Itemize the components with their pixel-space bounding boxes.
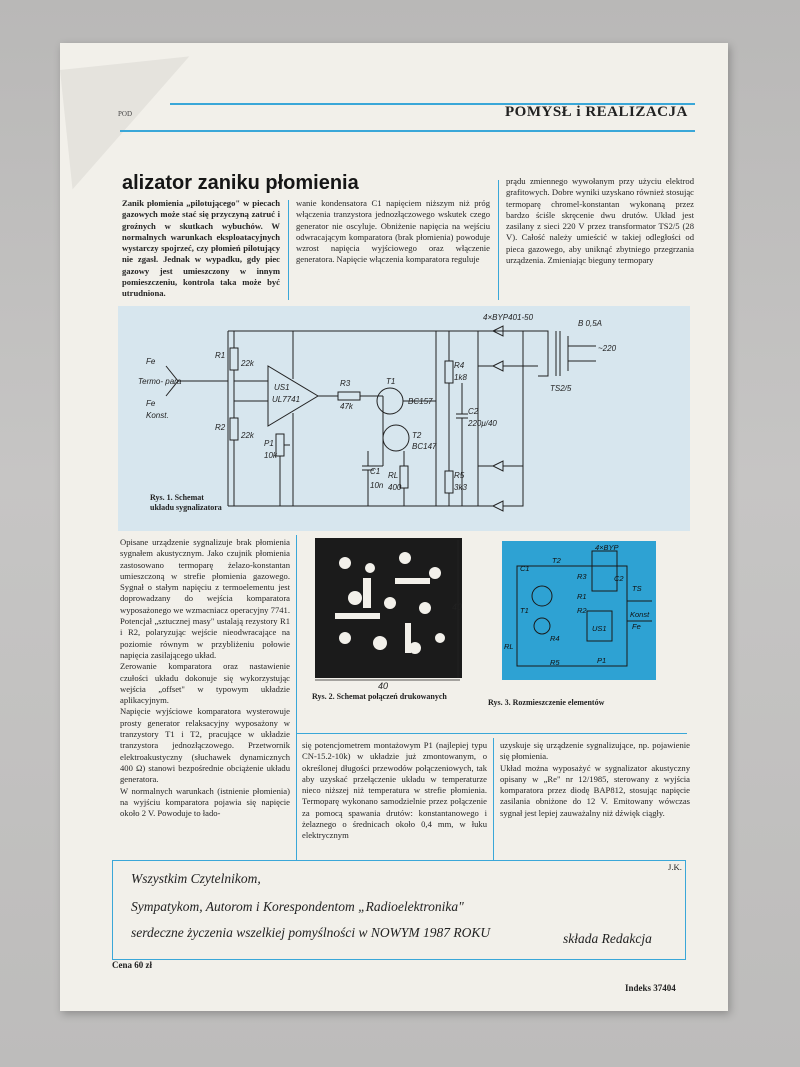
article-column-1-bottom (120, 537, 290, 819)
figure-bottom-rule (297, 733, 687, 734)
layout-label: TS (632, 584, 642, 593)
layout-label: R3 (577, 572, 587, 581)
layout-label: R5 (550, 658, 560, 667)
label-r5-value: 3k3 (454, 483, 467, 492)
label-fuse: B 0,5A (578, 319, 603, 328)
layout-label: R2 (577, 606, 587, 615)
dimension-horizontal: 40 (378, 681, 389, 690)
layout-label: Konst (630, 610, 650, 619)
component-layout-drawing (502, 541, 656, 680)
label-us1: US1 (274, 383, 290, 392)
paragraph: uzyskuje się urządzenie sygnalizujące, np. pojawienie się płomienia. (500, 740, 690, 762)
label-t2: T2 (412, 431, 422, 440)
label-p1-value: 10k (264, 451, 277, 460)
label-r3-value: 47k (340, 402, 353, 411)
label-konst: Konst. (146, 411, 169, 420)
greeting-box (112, 860, 686, 960)
label-mains: ~220 (598, 344, 617, 353)
label-c1: C1 (370, 467, 381, 476)
paragraph: Napięcie wyjściowe komparatora wysterowuje prosty generator relaksacyjny wyposażony w tranzystory T1 i T2, pracujące w układzie tranzystora jednozłączowego. Przetwornik elektroakustyczny (słuchawek dynamicznych 400 Ω) stanowi bezpośrednie obciążenie układu generatora. (120, 706, 290, 785)
paragraph: Opisane urządzenie sygnalizuje brak płomienia sygnałem akustycznym. Jako czujnik płomienia zastosowano termoparę żelazo-konstantan umieszczoną w strefie płomienia gazowego. Sygnał o stałym napięciu z termoelementu jest doprowadzany do wejścia komparatora wyposażonego we wzmacniacz operacyjny 7741. Potencjał „sztucznej masy" ustalają rezystory R1 i R2, polaryzując wejście nieodwracające na poziomie równym w przybliżeniu połowie napięcia zasilającego układ. (120, 537, 290, 660)
corner-text: POD (118, 110, 133, 118)
label-fe-bottom: Fe (146, 399, 156, 408)
label-p1: P1 (264, 439, 274, 448)
label-fe-top: Fe (146, 357, 156, 366)
layout-label: T2 (552, 556, 561, 565)
label-rl: RL (388, 471, 399, 480)
label-r1-value: 22k (241, 359, 254, 368)
article-author: J.K. (668, 862, 682, 872)
column-divider (493, 738, 494, 860)
section-title: POMYSŁ i REALIZACJA (505, 104, 688, 120)
layout-label: RL (504, 642, 514, 651)
layout-label: Fe (632, 622, 641, 631)
layout-label: R1 (577, 592, 587, 601)
label-c2: C2 (468, 407, 479, 416)
figure-1-caption-line-2: układu sygnalizatora (150, 503, 222, 512)
paragraph: W normalnych warunkach (istnienie płomienia) na wyjściu komparatora pojawia się napięcie około 2 V. Powoduje to łado- (120, 785, 290, 819)
paragraph: Zerowanie komparatora oraz nastawienie czułości układu dokonuje się wykorzystując wejścia „offset" w typowym układzie aplikacyjnym. (120, 661, 290, 706)
label-r1: R1 (215, 351, 226, 360)
dimension-vertical: 40 (452, 602, 463, 612)
article-column-3-bottom (500, 740, 690, 819)
label-diodes: 4×BYP401-50 (483, 313, 534, 322)
greeting-signature: składa Redakcja (563, 931, 652, 946)
label-us1-value: UL7741 (272, 395, 301, 404)
figure-3-caption: Rys. 3. Rozmieszczenie elementów (488, 698, 605, 707)
label-t1-value: BC157 (408, 397, 433, 406)
paragraph: Układ można wyposażyć w sygnalizator akustyczny opisany w „Re" nr 12/1985, sterowany z wyjścia komparatora przez diodę BAP812, stosując napięcie zasilania obniżone do 12 V. Emitowany wówczas sygnał jest lepiej zauważalny niż dźwięk ciągły. (500, 762, 690, 818)
folded-corner (60, 56, 202, 189)
footer-price: Cena 60 zł (112, 960, 152, 970)
pcb-dimensions (310, 530, 475, 690)
label-rl-value: 400 (388, 483, 402, 492)
layout-label: R4 (550, 634, 560, 643)
figure-1-caption-line-1: Rys. 1. Schemat (150, 493, 204, 502)
label-r2-value: 22k (241, 431, 254, 440)
layout-label: C1 (520, 564, 530, 573)
header-rule-lower (120, 130, 695, 132)
layout-label: C2 (614, 574, 624, 583)
label-r5: R5 (454, 471, 465, 480)
greeting-line-1: Wszystkim Czytelnikom, (131, 871, 261, 886)
label-r4-value: 1k8 (454, 373, 467, 382)
article-column-3-top: prądu zmiennego wywołanym przy użyciu elektrod grafitowych. Dobre wyniki uzyskano również stosując termoparę chromel-konstantan wykonaną przez bardzo ściśle skręcenie dwu drutów. Układ jest zasilany z sieci 220 V przez transformator TS2/5 (28 V). Całość należy umieścić w takiej odległości od pieca gazowego, aby uniknąć zbytniego przegrzania urządzenia. Zmieniając bieguny termopary (506, 176, 694, 266)
label-r3: R3 (340, 379, 351, 388)
column-divider (498, 180, 499, 300)
label-t1: T1 (386, 377, 396, 386)
layout-label: T1 (520, 606, 529, 615)
article-column-2-top: wanie kondensatora C1 napięciem niższym niż próg włączenia tranzystora jednozłączowego wskutek czego generator nie oscyluje. Obniżenie napięcia na wejściu odwracającym komparatora (brak płomienia) powoduje wzrost napięcia wyjściowego oraz włączenie generatora. Napięcie włączenia komparatora reguluje (296, 198, 490, 265)
article-title: alizator zaniku płomienia (122, 172, 359, 194)
article-lead: Zanik płomienia „pilotującego" w piecach gazowych może stać się przyczyną zatruć i groźnych w skutkach wybuchów. W normalnych warunkach eksploatacyjnych wystarczy spojrzeć, czy płomień pilotujący nie zgasł. Jednak w wypadku, gdy piec gazowy jest umieszczony w innym pomieszczeniu, kontrola taka może być utrudniona. (122, 198, 280, 299)
footer-index: Indeks 37404 (625, 983, 676, 993)
layout-label: P1 (597, 656, 607, 665)
greeting-line-3: serdeczne życzenia wszelkiej pomyślności w NOWYM 1987 ROKU (131, 925, 491, 940)
label-r4: R4 (454, 361, 465, 370)
label-c2-value: 220μ/40 (468, 419, 497, 428)
label-c1-value: 10n (370, 481, 384, 490)
figure-1-caption (150, 493, 222, 513)
label-termopara: Termo- para (138, 377, 182, 386)
label-t2-value: BC147 (412, 442, 437, 451)
column-divider (288, 200, 289, 300)
column-divider (296, 535, 297, 860)
layout-label: 4×BYP (595, 543, 619, 552)
figure-2-caption: Rys. 2. Schemat połączeń drukowanych (312, 692, 447, 701)
label-r2: R2 (215, 423, 226, 432)
article-column-2-bottom: się potencjometrem montażowym P1 (najlepiej typu CN-15.2-10k) w układzie już zmontowanym, o określonej długości przewodów połączeniowych, tak aby uzyskać przełączenie układu w temperaturze nieco niższej niż temperatura w strefie płomienia. Termoparę wykonano samodzielnie przez połączenie za pomocą spawania drutów: konstantanowego i żelaznego o średnicach około 0,4 mm, w łuku elektrycznym (302, 740, 487, 841)
greeting-line-2: Sympatykom, Autorom i Korespondentom „Radioelektronika" (131, 899, 464, 914)
component-layout-figure (502, 541, 656, 680)
layout-label: US1 (592, 624, 607, 633)
label-transformer: TS2/5 (550, 384, 572, 393)
